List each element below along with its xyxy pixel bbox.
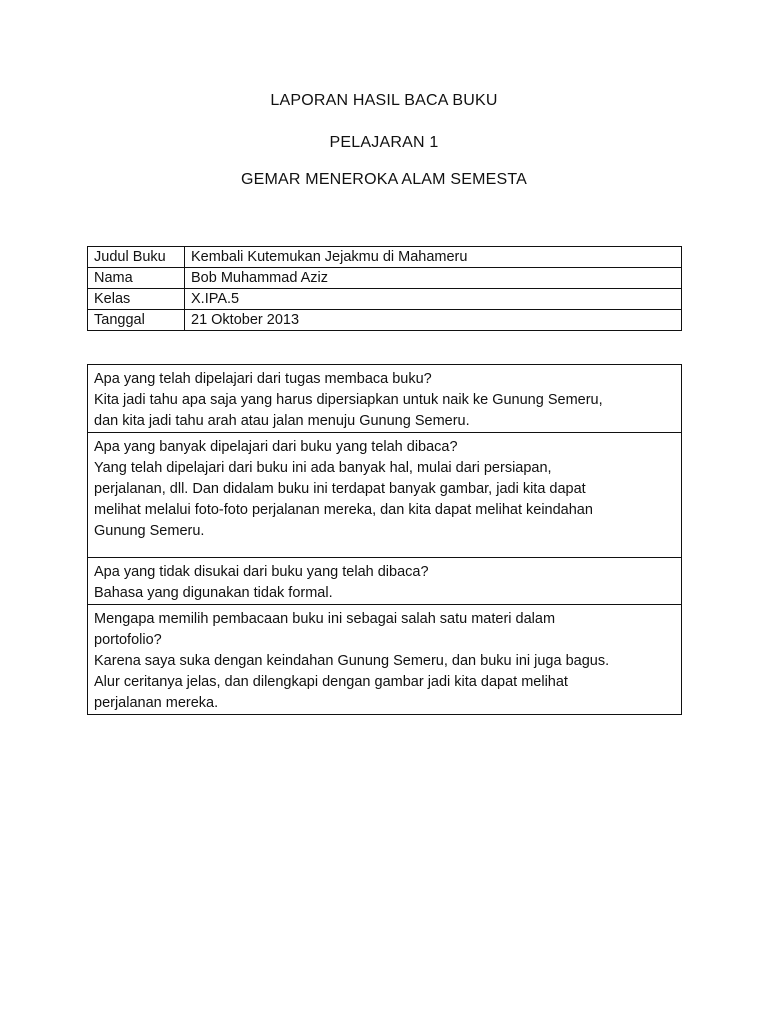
qa-cell	[88, 558, 682, 605]
question-text: Mengapa memilih pembacaan buku ini sebagai salah satu materi dalam	[94, 611, 556, 627]
answer-line: Karena saya suka dengan keindahan Gunung Semeru, dan buku ini juga bagus.	[94, 653, 610, 669]
info-value: 21 Oktober 2013	[185, 310, 682, 331]
info-value: Bob Muhammad Aziz	[185, 268, 682, 289]
qa-row	[88, 433, 682, 558]
answer-line: perjalanan, dll. Dan didalam buku ini terdapat banyak gambar, jadi kita dapat	[94, 481, 586, 497]
qa-row	[88, 365, 682, 433]
answer-line: dan kita jadi tahu arah atau jalan menuju Gunung Semeru.	[94, 413, 470, 429]
answer-line: Kita jadi tahu apa saja yang harus dipersiapkan untuk naik ke Gunung Semeru,	[94, 392, 603, 408]
qa-row	[88, 605, 682, 715]
answer-line: Alur ceritanya jelas, dan dilengkapi dengan gambar jadi kita dapat melihat	[94, 674, 568, 690]
question-text: Apa yang tidak disukai dari buku yang telah dibaca?	[94, 564, 429, 580]
question-text: Apa yang banyak dipelajari dari buku yang telah dibaca?	[94, 439, 458, 455]
answer-line: melihat melalui foto-foto perjalanan mereka, dan kita dapat melihat keindahan	[94, 502, 593, 518]
answer-line: Bahasa yang digunakan tidak formal.	[94, 585, 333, 601]
question-text: portofolio?	[94, 632, 162, 648]
info-row-name	[88, 268, 682, 289]
qa-row	[88, 558, 682, 605]
qa-cell	[88, 365, 682, 433]
qa-cell	[88, 605, 682, 715]
info-value: X.IPA.5	[185, 289, 682, 310]
lesson-heading: PELAJARAN 1	[329, 134, 439, 151]
info-row-date	[88, 310, 682, 331]
document-subtitle: GEMAR MENEROKA ALAM SEMESTA	[240, 171, 528, 188]
qa-cell	[88, 433, 682, 558]
info-value: Kembali Kutemukan Jejakmu di Mahameru	[185, 247, 682, 268]
info-label: Nama	[88, 268, 185, 289]
info-label: Judul Buku	[88, 247, 185, 268]
question-text: Apa yang telah dipelajari dari tugas membaca buku?	[94, 371, 432, 387]
answer-line: perjalanan mereka.	[94, 695, 219, 711]
info-row-class	[88, 289, 682, 310]
book-info-table	[87, 246, 682, 331]
info-label: Kelas	[88, 289, 185, 310]
answer-line: Gunung Semeru.	[94, 523, 205, 539]
info-label: Tanggal	[88, 310, 185, 331]
reading-report-table	[87, 364, 682, 715]
document-title: LAPORAN HASIL BACA BUKU	[270, 92, 498, 109]
info-row-title	[88, 247, 682, 268]
answer-line: Yang telah dipelajari dari buku ini ada banyak hal, mulai dari persiapan,	[94, 460, 552, 476]
